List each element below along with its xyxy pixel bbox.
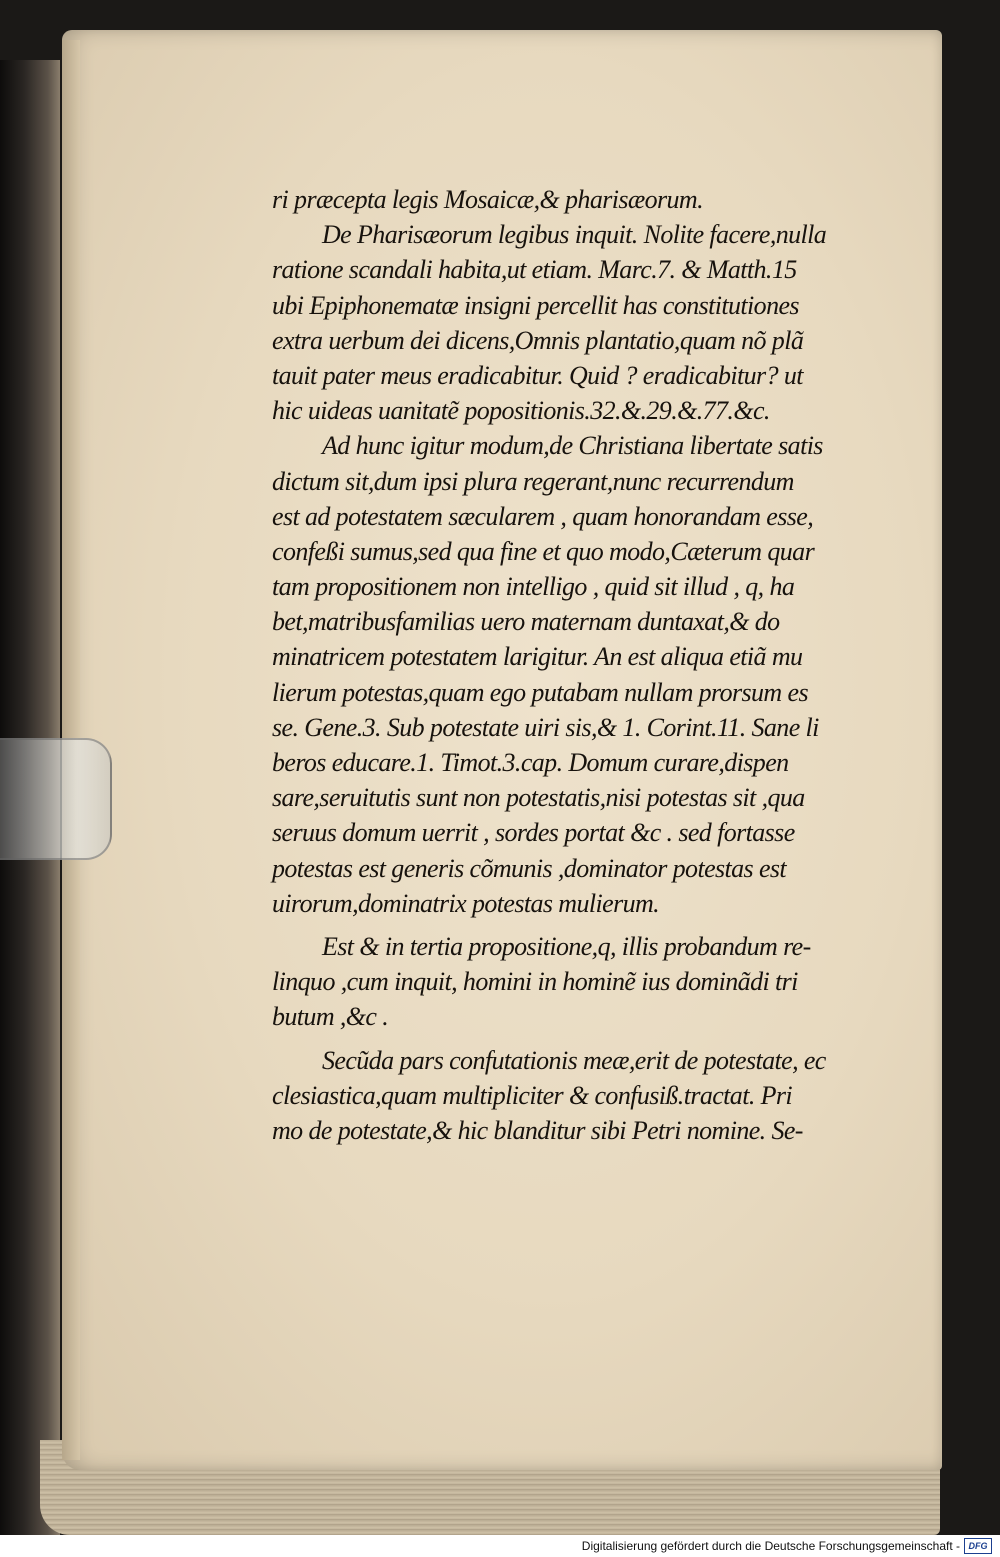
- text-line: linquo ,cum inquit, homini in hominẽ ius dominãdi tri: [272, 967, 798, 997]
- text-line: beros educare.1. Timot.3.cap. Domum curare,dispen: [272, 748, 789, 777]
- text-line: mo de potestate,& hic blanditur sibi Petri nomine. Se-: [272, 1115, 803, 1145]
- text-line: sare,seruitutis sunt non potestatis,nisi potestas sit ,qua: [272, 783, 805, 813]
- text-line: est ad potestatem sæcularem , quam honorandam esse,: [272, 501, 814, 531]
- text-line: bet,matribusfamilias uero maternam duntaxat,& do: [272, 607, 780, 637]
- text-line: lierum potestas,quam ego putabam nullam prorsum es: [272, 677, 808, 707]
- funding-credit: Digitalisierung gefördert durch die Deutsche Forschungsgemeinschaft -: [581, 1539, 960, 1553]
- text-line: extra uerbum dei dicens,Omnis plantatio,quam nõ plã: [272, 325, 804, 355]
- text-line: potestas est generis cõmunis ,dominator potestas est: [272, 853, 787, 883]
- text-line: Est & in tertia propositione,q, illis probandum re-: [322, 931, 811, 961]
- text-line: Secũda pars confutationis meæ,erit de potestate, ec: [322, 1045, 826, 1075]
- dfg-logo-icon: DFG: [964, 1538, 992, 1554]
- page-text: [272, 182, 932, 1148]
- page-clip: [0, 738, 112, 860]
- text-line: seruus domum uerrit , sordes portat &c . sed fortasse: [272, 818, 795, 848]
- text-line: De Pharisæorum legibus inquit. Nolite facere,nulla: [322, 220, 827, 250]
- text-line: ratione scandali habita,ut etiam. Marc.7. & Matth.15: [272, 255, 797, 285]
- text-line: ubi Epiphonematæ insigni percellit has constitutiones: [272, 290, 799, 320]
- text-line: se. Gene.3. Sub potestate uiri sis,& 1. Corint.11. Sane li: [272, 712, 819, 742]
- text-line: ri præcepta legis Mosaicæ,& pharisæorum.: [272, 185, 704, 214]
- text-line: minatricem potestatem larigitur. An est aliqua etiã mu: [272, 642, 803, 672]
- text-line: clesiastica,quam multipliciter & confusiß.tractat. Pri: [272, 1080, 793, 1110]
- text-line: dictum sit,dum ipsi plura regerant,nunc recurrendum: [272, 466, 794, 496]
- digitization-footer: [0, 1535, 1000, 1557]
- text-line: tam propositionem non intelligo , quid sit illud , q, ha: [272, 572, 795, 602]
- text-line: confeßi sumus,sed qua fine et quo modo,Cæterum quar: [272, 536, 815, 566]
- text-line: butum ,&c .: [272, 1002, 389, 1032]
- text-line: tauit pater meus eradicabitur. Quid ? eradicabitur? ut: [272, 360, 803, 390]
- text-line: Ad hunc igitur modum,de Christiana libertate satis: [322, 431, 823, 461]
- text-line: uirorum,dominatrix potestas mulierum.: [272, 888, 660, 918]
- text-line: hic uideas uanitatẽ popositionis.32.&.29.&.77.&c.: [272, 396, 770, 426]
